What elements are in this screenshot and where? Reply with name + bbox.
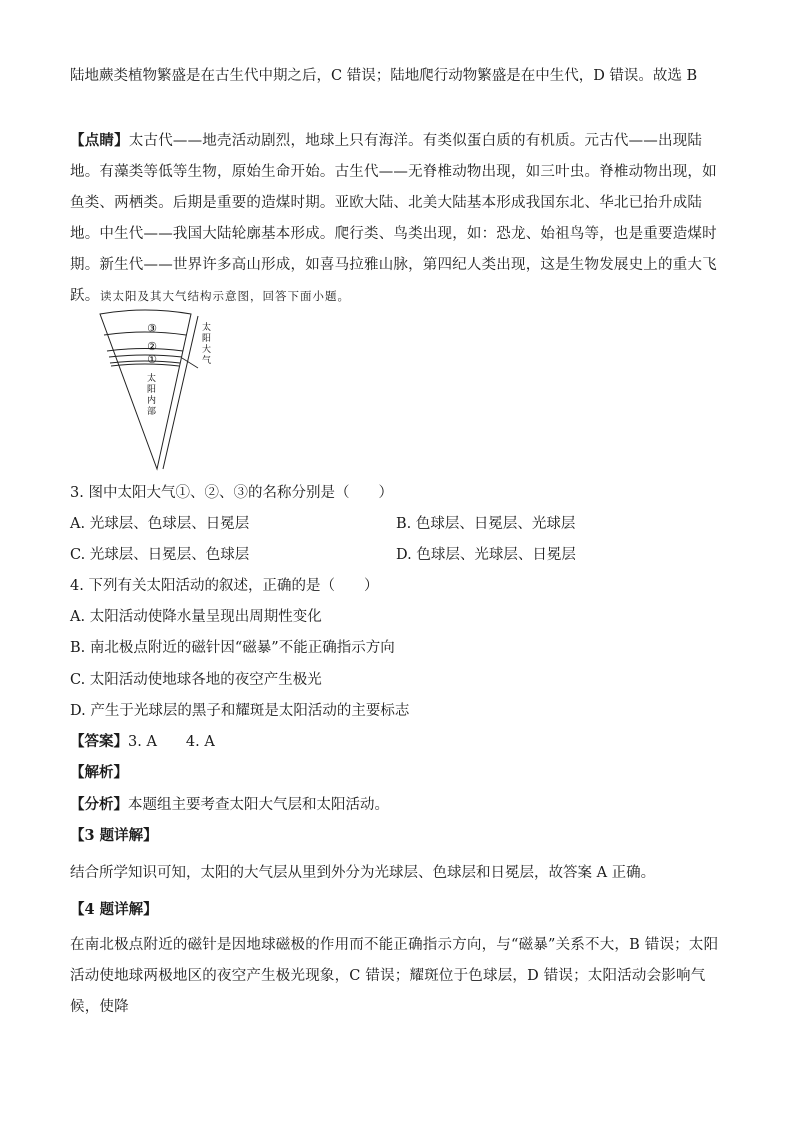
q4-detail-label: 【4 题详解】 bbox=[70, 901, 158, 918]
arc-corona-inner bbox=[104, 332, 186, 335]
answer-line bbox=[70, 732, 215, 752]
q4-detail-text: 在南北极点附近的磁针是因地球磁极的作用而不能正确指示方向，与“磁暴”关系不大，B 错误；太阳活动使地球两极地区的夜空产生极光现象，C 错误；耀斑位于色球层，D 错误；太阳活动会影响气候，使降 bbox=[70, 937, 719, 1015]
label-inner-1: 阳 bbox=[147, 385, 157, 395]
label-atm-0: 太 bbox=[202, 323, 212, 333]
dianjing-text: 太古代——地壳活动剧烈，地球上只有海洋。有类似蛋白质的有机质。元古代——出现陆地。有藻类等低等生物，原始生命开始。古生代——无脊椎动物出现，如三叶虫。脊椎动物出现，如鱼类、两栖类。后期是重要的造煤时期。亚欧大陆、北美大陆基本形成我国东北、华北已抬升成陆地。中生代——我国大陆轮廓基本形成。爬行类、鸟类出现，如：恐龙、始祖鸟等，也是重要造煤时期。新生代——世界许多高山形成，如喜马拉雅山脉，第四纪人类出现，这是生物发展史上的重大飞跃。 bbox=[70, 133, 717, 304]
q3-detail-text: 结合所学知识可知，太阳的大气层从里到外分为光球层、色球层和日冕层，故答案 A 正确。 bbox=[70, 865, 656, 881]
q3-option-d: D. 色球层、光球层、日冕层 bbox=[396, 547, 576, 563]
q3-stem: 3. 图中太阳大气①、②、③的名称分别是（ ） bbox=[70, 485, 393, 501]
label-layer-2: ② bbox=[147, 340, 157, 353]
figure-caption: 读太阳及其大气结构示意图，回答下面小题。 bbox=[100, 289, 350, 303]
q4-stem: 4. 下列有关太阳活动的叙述，正确的是（ ） bbox=[70, 578, 379, 594]
answer-text: 3. A 4. A bbox=[128, 734, 215, 750]
q4-option-d: D. 产生于光球层的黑子和耀斑是太阳活动的主要标志 bbox=[70, 703, 410, 719]
label-inner-3: 部 bbox=[147, 407, 157, 417]
arc-chromosphere-inner bbox=[107, 349, 183, 352]
jiexi-label: 【解析】 bbox=[70, 764, 128, 781]
label-atm-2: 大 bbox=[202, 345, 212, 355]
q4-option-b: B. 南北极点附近的磁针因“磁暴”不能正确指示方向 bbox=[70, 640, 395, 656]
q4-option-c: C. 太阳活动使地球各地的夜空产生极光 bbox=[70, 672, 322, 688]
label-inner-0: 太 bbox=[147, 374, 157, 384]
fenxi-line bbox=[70, 795, 389, 815]
q3-detail-label: 【3 题详解】 bbox=[70, 827, 158, 844]
label-layer-3: ③ bbox=[147, 322, 157, 335]
label-atm-3: 气 bbox=[202, 356, 212, 366]
atmosphere-pointer bbox=[182, 358, 198, 368]
fenxi-label: 【分析】 bbox=[70, 796, 128, 813]
arc-photosphere-bottom bbox=[110, 361, 180, 363]
q3-option-b: B. 色球层、日冕层、光球层 bbox=[396, 516, 576, 532]
arc-photosphere-top bbox=[109, 355, 182, 357]
dianjing-label: 【点睛】 bbox=[70, 132, 129, 149]
fenxi-text: 本题组主要考查太阳大气层和太阳活动。 bbox=[128, 797, 389, 813]
q3-option-c: C. 光球层、日冕层、色球层 bbox=[70, 547, 250, 563]
atmosphere-outer-edge bbox=[163, 316, 198, 469]
arc-photosphere-bottom2 bbox=[111, 364, 179, 366]
q4-option-a: A. 太阳活动使降水量呈现出周期性变化 bbox=[70, 609, 322, 625]
dianjing-paragraph bbox=[70, 125, 720, 312]
label-atm-1: 阳 bbox=[202, 334, 212, 344]
label-layer-1: ① bbox=[147, 353, 157, 366]
sun-structure-diagram bbox=[95, 308, 225, 476]
text-line-top: 陆地蕨类植物繁盛是在古生代中期之后，C 错误；陆地爬行动物繁盛是在中生代，D 错误。故选 B bbox=[70, 68, 698, 84]
answer-label: 【答案】 bbox=[70, 733, 128, 750]
label-inner-2: 内 bbox=[147, 396, 157, 406]
q3-option-a: A. 光球层、色球层、日冕层 bbox=[70, 516, 250, 532]
